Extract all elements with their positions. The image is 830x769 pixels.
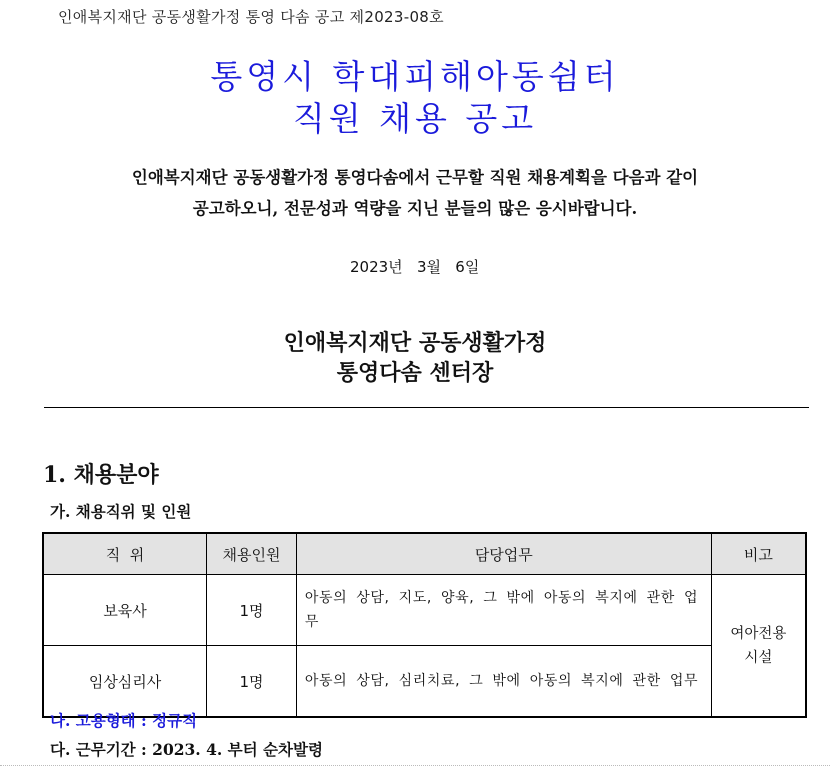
- note-line1: 여아전용: [730, 625, 787, 642]
- employment-type: 나. 고용형태 : 정규직: [50, 711, 198, 730]
- announcement-date: 2023년 3월 6일: [350, 258, 480, 276]
- cell-count: 1명: [207, 575, 297, 646]
- page-title-line1: 통영시 학대피해아동쉼터: [210, 57, 620, 96]
- organization-name: 인애복지재단 공동생활가정: [283, 330, 547, 356]
- cell-duty: 아동의 상담, 심리치료, 그 밖에 아동의 복지에 관한 업무: [296, 646, 711, 718]
- table-header-row: [43, 533, 806, 575]
- table-row: [43, 646, 806, 718]
- subsection-positions: 가. 채용직위 및 인원: [50, 502, 192, 521]
- page-break-line: [0, 765, 830, 766]
- cell-position: 임상심리사: [43, 646, 207, 718]
- organization-head: 통영다솜 센터장: [336, 360, 494, 386]
- header-position: 직 위: [43, 533, 207, 575]
- notice-number: 인애복지재단 공동생활가정 통영 다솜 공고 제2023-08호: [58, 8, 444, 26]
- divider: [44, 407, 809, 408]
- positions-table: [42, 532, 807, 718]
- header-count: 채용인원: [207, 533, 297, 575]
- header-duty: 담당업무: [296, 533, 711, 575]
- cell-count: 1명: [207, 646, 297, 718]
- header-note: 비고: [711, 533, 806, 575]
- section-heading: 1. 채용분야: [43, 462, 159, 488]
- note-line2: 시설: [744, 649, 773, 666]
- intro-text-line1: 인애복지재단 공동생활가정 통영다솜에서 근무할 직원 채용계획을 다음과 같이: [131, 168, 699, 187]
- cell-duty: 아동의 상담, 지도, 양육, 그 밖에 아동의 복지에 관한 업무: [296, 575, 711, 646]
- cell-note: [711, 575, 806, 718]
- page-title-line2: 직원 채용 공고: [292, 99, 538, 138]
- table-row: [43, 575, 806, 646]
- intro-text-line2: 공고하오니, 전문성과 역량을 지닌 분들의 많은 응시바랍니다.: [192, 199, 638, 218]
- work-period: 다. 근무기간 : 2023. 4. 부터 순차발령: [50, 740, 323, 759]
- cell-position: 보육사: [43, 575, 207, 646]
